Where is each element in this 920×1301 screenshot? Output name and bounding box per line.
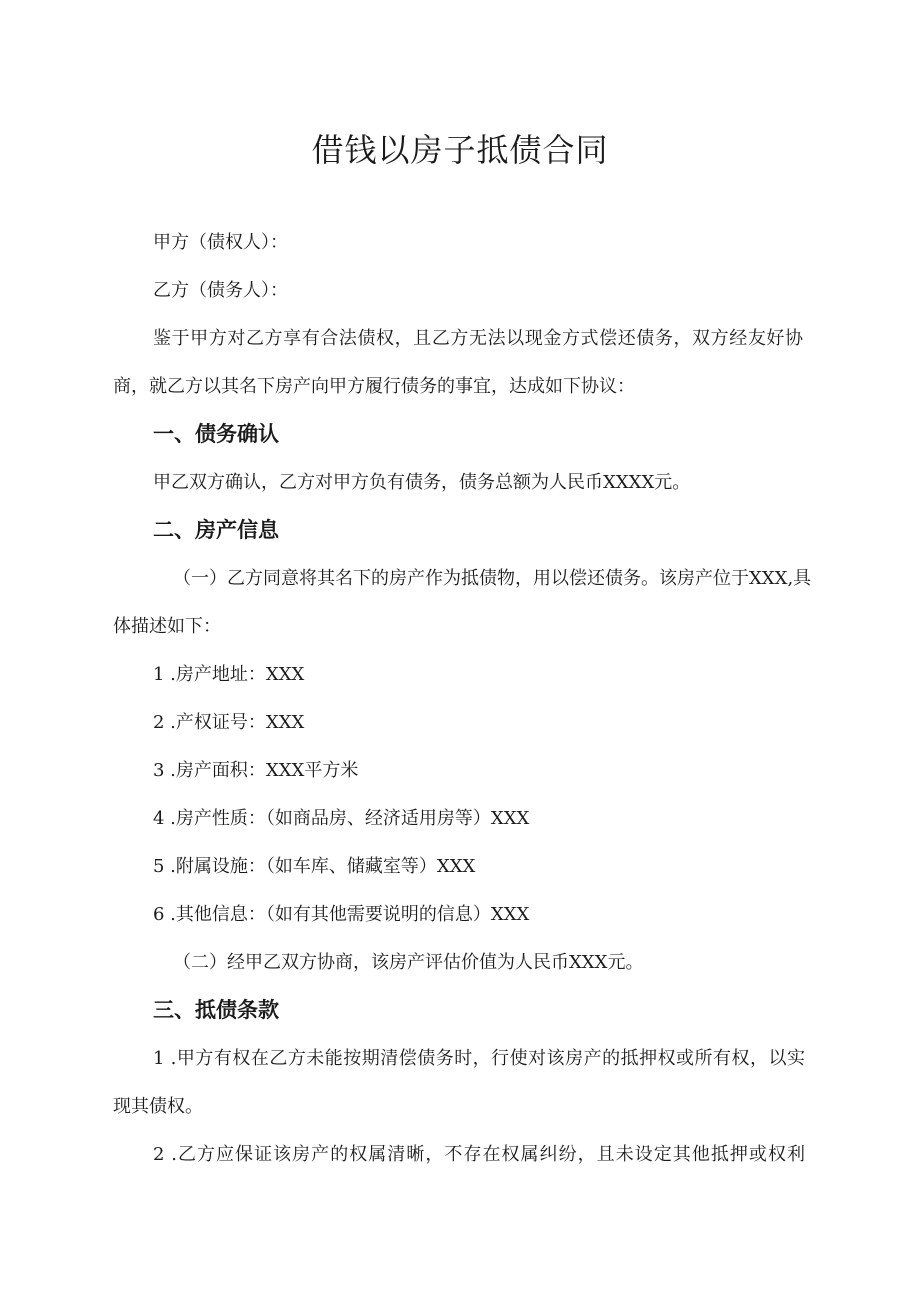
party-b-label: 乙方（债务人）： (153, 280, 288, 301)
section-2-heading: 二、房产信息 (153, 517, 279, 542)
section-1-text: 甲乙双方确认，乙方对甲方负有债务，债务总额为人民币XXXX元。 (153, 472, 691, 493)
document-title: 借钱以房子抵债合同 (311, 131, 609, 169)
property-item-4: 4 .房产性质：（如商品房、经济适用房等）XXX (153, 808, 530, 829)
property-item-3: 3 .房产面积：XXX平方米 (153, 760, 359, 781)
clause-2-line-1: 2 .乙方应保证该房产的权属清晰，不存在权属纠纷，且未设定其他抵押或权利 (153, 1144, 805, 1165)
section-2-para-1-line-2: 体描述如下： (113, 616, 221, 637)
preamble-line-1: 鉴于甲方对乙方享有合法债权，且乙方无法以现金方式偿还债务，双方经友好协 (153, 328, 803, 349)
property-item-6: 6 .其他信息：（如有其他需要说明的信息）XXX (153, 904, 530, 925)
party-a-label: 甲方（债权人）： (153, 232, 288, 253)
section-1-heading: 一、债务确认 (153, 421, 279, 446)
clause-1-line-2: 现其债权。 (113, 1096, 203, 1117)
property-item-2: 2 .产权证号：XXX (153, 712, 305, 733)
section-3-heading: 三、抵债条款 (153, 997, 279, 1022)
clause-1-line-1: 1 .甲方有权在乙方未能按期清偿债务时，行使对该房产的抵押权或所有权，以实 (153, 1048, 805, 1069)
property-item-5: 5 .附属设施：（如车库、储藏室等）XXX (153, 856, 476, 877)
section-2-para-1-line-1: （一）乙方同意将其名下的房产作为抵债物，用以偿还债务。该房产位于XXX,具 (173, 568, 812, 589)
preamble-line-2: 商，就乙方以其名下房产向甲方履行债务的事宜，达成如下协议： (113, 376, 635, 397)
section-2-para-2: （二）经甲乙双方协商，该房产评估价值为人民币XXX元。 (173, 952, 644, 973)
property-item-1: 1 .房产地址：XXX (153, 664, 305, 685)
